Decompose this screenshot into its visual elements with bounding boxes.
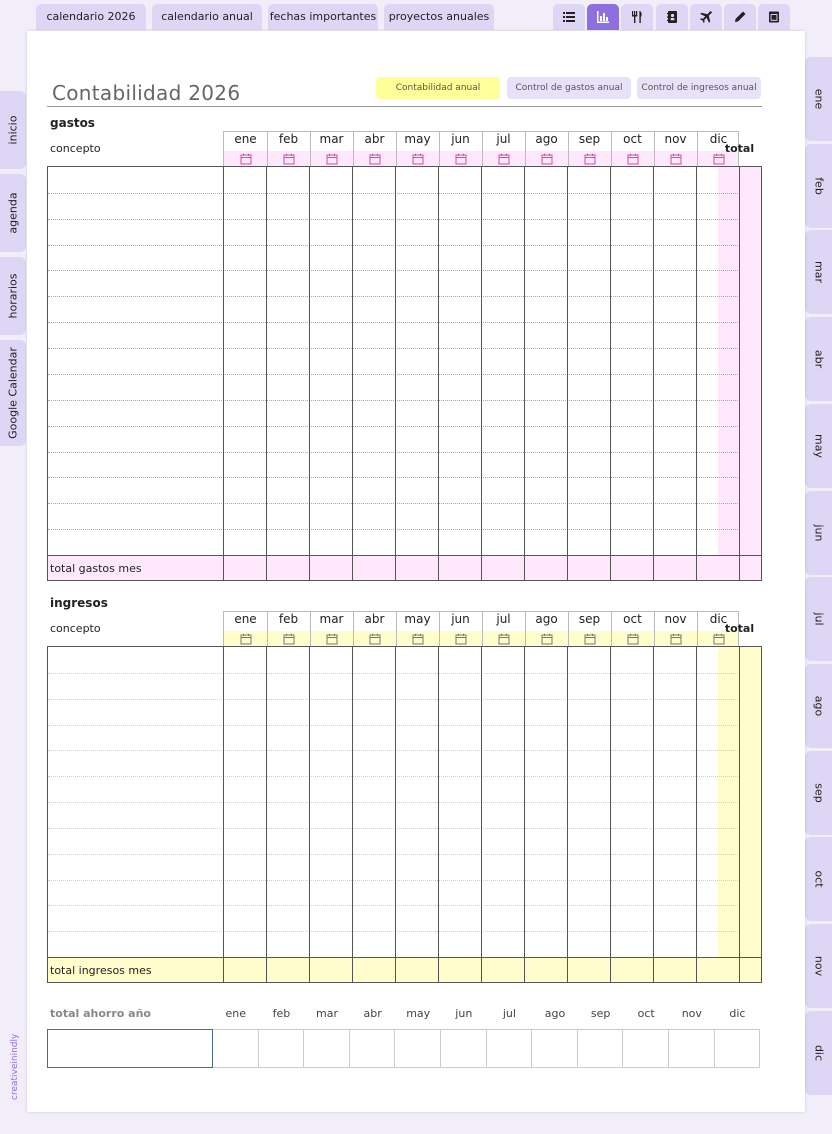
gastos-column-divider <box>696 167 697 580</box>
ingresos-header-divider <box>396 612 397 647</box>
gastos-header-divider <box>568 132 569 167</box>
gastos-row-line <box>48 270 740 271</box>
gastos-month-label: ene <box>234 132 257 146</box>
month-tab-ago[interactable] <box>805 664 832 748</box>
planner-page <box>27 31 805 1112</box>
ingresos-heading: ingresos <box>50 596 108 610</box>
ingresos-column-divider <box>223 647 224 982</box>
gastos-row-line <box>48 322 740 323</box>
pencil-icon <box>733 10 747 24</box>
ingresos-column-divider <box>524 647 525 982</box>
calendar-icon[interactable] <box>369 153 381 165</box>
ingresos-column-divider <box>567 647 568 982</box>
savings-month-cell[interactable] <box>715 1029 761 1068</box>
month-tab-jul[interactable] <box>805 577 832 661</box>
ingresos-row-line <box>48 776 740 777</box>
ingresos-total-row-divider <box>48 957 761 958</box>
gastos-month-calendar-link[interactable] <box>267 152 310 166</box>
side-tab-inicio[interactable] <box>0 91 26 169</box>
side-tab-label: horarios <box>6 273 20 319</box>
bar-chart-icon <box>596 10 610 24</box>
savings-month-cell[interactable] <box>669 1029 715 1068</box>
month-tab-label: ene <box>812 88 825 110</box>
month-tab-label: abr <box>812 349 825 369</box>
gastos-month-calendar-link[interactable] <box>396 152 439 166</box>
savings-month-label: jun <box>455 1007 473 1020</box>
gastos-month-label: jul <box>496 132 511 146</box>
gastos-header-divider <box>267 132 268 167</box>
savings-month-cell[interactable] <box>487 1029 533 1068</box>
ingresos-month-label: mar <box>319 612 344 626</box>
gastos-month-label: jun <box>451 132 470 146</box>
month-tab-ene[interactable] <box>805 57 832 141</box>
gastos-month-calendar-link[interactable] <box>224 152 267 166</box>
gastos-total-header: total <box>724 142 755 155</box>
ingresos-month-calendar-link[interactable] <box>568 632 611 646</box>
ingresos-row-line <box>48 750 740 751</box>
pill-control-gastos[interactable]: Control de gastos anual <box>507 77 631 99</box>
tab-calendario-anual[interactable]: calendario anual <box>152 4 262 30</box>
month-tab-nov[interactable] <box>805 924 832 1008</box>
gastos-header-divider <box>654 132 655 167</box>
ingresos-month-label: ago <box>535 612 558 626</box>
savings-label: total ahorro año <box>50 1007 151 1020</box>
gastos-month-calendar-link[interactable] <box>482 152 525 166</box>
gastos-month-label: may <box>404 132 431 146</box>
ingresos-column-divider <box>696 647 697 982</box>
savings-month-cell[interactable] <box>532 1029 578 1068</box>
ingresos-header-divider <box>697 612 698 647</box>
savings-month-cell[interactable] <box>578 1029 624 1068</box>
gastos-row-line <box>48 296 740 297</box>
gastos-header-divider <box>396 132 397 167</box>
ingresos-row-line <box>48 828 740 829</box>
calendar-icon[interactable] <box>283 153 295 165</box>
ingresos-month-label: jun <box>451 612 470 626</box>
gastos-row-line <box>48 348 740 349</box>
gastos-month-label: abr <box>364 132 385 146</box>
tab-fechas-importantes[interactable]: fechas importantes <box>268 4 378 30</box>
side-tab-horarios[interactable] <box>0 257 26 335</box>
gastos-month-label: feb <box>278 132 299 146</box>
calendar-icon[interactable] <box>627 633 639 645</box>
side-tab-agenda[interactable] <box>0 174 26 252</box>
ingresos-column-divider <box>266 647 267 982</box>
ingresos-column-divider <box>395 647 396 982</box>
savings-month-label: dic <box>729 1007 746 1020</box>
savings-month-label: sep <box>590 1007 611 1020</box>
month-tab-jun[interactable] <box>805 491 832 575</box>
ingresos-month-calendar-link[interactable] <box>439 632 482 646</box>
ingresos-column-divider <box>309 647 310 982</box>
gastos-month-calendar-link[interactable] <box>654 152 697 166</box>
savings-total-field[interactable] <box>47 1029 213 1068</box>
ingresos-column-divider <box>352 647 353 982</box>
gastos-month-calendar-link[interactable] <box>439 152 482 166</box>
ingresos-row-line <box>48 802 740 803</box>
ingresos-month-header-row <box>223 611 739 647</box>
ingresos-month-calendar-link[interactable] <box>611 632 654 646</box>
ingresos-header-divider <box>353 612 354 647</box>
gastos-column-divider <box>567 167 568 580</box>
ingresos-row-line <box>48 854 740 855</box>
calendar-icon[interactable] <box>584 153 596 165</box>
ingresos-header-divider <box>267 612 268 647</box>
ingresos-month-calendar-link[interactable] <box>525 632 568 646</box>
ingresos-row-line <box>48 905 740 906</box>
side-tab-label: Google Calendar <box>6 347 20 439</box>
ingresos-month-calendar-link[interactable] <box>310 632 353 646</box>
month-tab-sep[interactable] <box>805 751 832 835</box>
gastos-total-row-divider <box>48 555 761 556</box>
calendar-icon[interactable] <box>326 633 338 645</box>
calendar-icon[interactable] <box>240 633 252 645</box>
month-tab-may[interactable] <box>805 404 832 488</box>
calendar-icon[interactable] <box>240 153 252 165</box>
tab-calendario-2026[interactable]: calendario 2026 <box>36 4 146 30</box>
ingresos-header-divider <box>310 612 311 647</box>
month-tab-label: may <box>812 433 825 458</box>
ingresos-total-row-label: total ingresos mes <box>50 964 152 977</box>
gastos-row-line <box>48 426 740 427</box>
gastos-row-line <box>48 400 740 401</box>
month-tab-feb[interactable] <box>805 144 832 228</box>
gastos-column-divider <box>309 167 310 580</box>
contacts-tab[interactable] <box>656 4 688 30</box>
title-divider <box>47 106 762 107</box>
ingresos-month-calendar-link[interactable] <box>482 632 525 646</box>
gastos-row-line <box>48 503 740 504</box>
ingresos-month-calendar-link[interactable] <box>267 632 310 646</box>
gastos-column-divider <box>481 167 482 580</box>
list-tab[interactable] <box>553 4 585 30</box>
ingresos-grid[interactable] <box>47 646 762 983</box>
ingresos-row-line <box>48 673 740 674</box>
utensils-icon <box>630 10 644 24</box>
ingresos-month-label: feb <box>278 612 299 626</box>
notepad-tab[interactable] <box>758 4 790 30</box>
gastos-header-divider <box>310 132 311 167</box>
savings-month-cell[interactable] <box>395 1029 441 1068</box>
gastos-header-divider <box>697 132 698 167</box>
month-tab-label: dic <box>812 1044 825 1061</box>
gastos-month-label: sep <box>578 132 601 146</box>
ingresos-header-divider <box>654 612 655 647</box>
calendar-icon[interactable] <box>670 633 682 645</box>
ingresos-total-row <box>48 957 761 982</box>
ingresos-month-label: oct <box>623 612 642 626</box>
pill-control-ingresos[interactable]: Control de ingresos anual <box>637 77 761 99</box>
ingresos-month-label: nov <box>664 612 687 626</box>
gastos-header-divider <box>611 132 612 167</box>
ingresos-month-label: jul <box>496 612 511 626</box>
savings-month-cell[interactable] <box>213 1029 259 1068</box>
month-tab-label: jun <box>812 524 825 541</box>
ingresos-month-calendar-link[interactable] <box>224 632 267 646</box>
gastos-month-label: mar <box>319 132 344 146</box>
ingresos-month-label: abr <box>364 612 385 626</box>
gastos-month-label: dic <box>709 132 728 146</box>
month-tab-label: jul <box>812 612 825 626</box>
month-tab-abr[interactable] <box>805 317 832 401</box>
ingresos-column-divider <box>610 647 611 982</box>
side-tab-label: inicio <box>6 115 20 145</box>
month-tab-label: mar <box>812 261 825 284</box>
ingresos-month-calendar-link[interactable] <box>353 632 396 646</box>
ingresos-month-label: ene <box>234 612 257 626</box>
ingresos-header-divider <box>482 612 483 647</box>
gastos-month-calendar-link[interactable] <box>568 152 611 166</box>
gastos-row-line <box>48 193 740 194</box>
ingresos-header-divider <box>568 612 569 647</box>
calendar-icon[interactable] <box>498 633 510 645</box>
calendar-icon[interactable] <box>627 153 639 165</box>
month-tab-label: ago <box>812 695 825 717</box>
gastos-month-calendar-link[interactable] <box>310 152 353 166</box>
calendar-icon[interactable] <box>412 153 424 165</box>
gastos-concepto-header: concepto <box>50 142 101 155</box>
month-tab-label: oct <box>812 870 825 888</box>
ingresos-column-divider <box>438 647 439 982</box>
gastos-month-label: oct <box>623 132 642 146</box>
gastos-row-line <box>48 529 740 530</box>
savings-month-cell[interactable] <box>350 1029 396 1068</box>
side-tab-label: agenda <box>6 192 20 234</box>
gastos-month-header-row <box>223 131 739 167</box>
calendar-icon[interactable] <box>498 153 510 165</box>
gastos-column-divider <box>653 167 654 580</box>
savings-month-label: oct <box>637 1007 655 1020</box>
pill-contabilidad-anual[interactable]: Contabilidad anual <box>376 77 500 99</box>
note-icon <box>767 10 781 24</box>
ingresos-row-line <box>48 880 740 881</box>
gastos-row-line <box>48 452 740 453</box>
month-tab-oct[interactable] <box>805 837 832 921</box>
savings-month-cell[interactable] <box>304 1029 350 1068</box>
ingresos-row-line <box>48 699 740 700</box>
calendar-icon[interactable] <box>455 633 467 645</box>
gastos-row-line <box>48 219 740 220</box>
brand-credit: creativeinindly <box>10 1033 20 1100</box>
ingresos-header-divider <box>439 612 440 647</box>
gastos-column-divider <box>352 167 353 580</box>
savings-month-label: abr <box>363 1007 382 1020</box>
gastos-month-calendar-link[interactable] <box>525 152 568 166</box>
gastos-header-divider <box>525 132 526 167</box>
calendar-icon[interactable] <box>283 633 295 645</box>
chart-tab[interactable] <box>587 4 619 30</box>
savings-month-label: ene <box>225 1007 247 1020</box>
gastos-row-line <box>48 245 740 246</box>
savings-month-cell[interactable] <box>623 1029 669 1068</box>
gastos-column-divider <box>266 167 267 580</box>
recipes-tab[interactable] <box>621 4 653 30</box>
ingresos-row-line <box>48 725 740 726</box>
gastos-month-label: nov <box>664 132 687 146</box>
savings-month-label: mar <box>315 1007 338 1020</box>
ingresos-month-label: dic <box>709 612 728 626</box>
gastos-column-divider <box>610 167 611 580</box>
calendar-icon[interactable] <box>455 153 467 165</box>
calendar-icon[interactable] <box>326 153 338 165</box>
gastos-month-calendar-link[interactable] <box>353 152 396 166</box>
savings-month-label: feb <box>272 1007 291 1020</box>
month-tab-mar[interactable] <box>805 230 832 314</box>
calendar-icon[interactable] <box>584 633 596 645</box>
ingresos-month-calendar-link[interactable] <box>654 632 697 646</box>
notes-tab[interactable] <box>724 4 756 30</box>
page-title: Contabilidad 2026 <box>52 81 241 105</box>
airplane-icon <box>699 10 713 24</box>
calendar-icon[interactable] <box>670 153 682 165</box>
side-tab-google-calendar[interactable] <box>0 340 26 446</box>
gastos-total-row-label: total gastos mes <box>50 562 142 575</box>
gastos-column-divider <box>223 167 224 580</box>
gastos-heading: gastos <box>50 116 95 130</box>
month-tab-label: feb <box>812 176 825 195</box>
gastos-header-divider <box>482 132 483 167</box>
address-book-icon <box>665 10 679 24</box>
gastos-row-line <box>48 374 740 375</box>
ingresos-total-header: total <box>724 622 755 635</box>
savings-month-label: nov <box>681 1007 702 1020</box>
gastos-total-row <box>48 555 761 580</box>
savings-month-cell[interactable] <box>441 1029 487 1068</box>
ingresos-month-calendar-link[interactable] <box>396 632 439 646</box>
ingresos-column-divider <box>653 647 654 982</box>
month-tab-label: nov <box>812 955 825 977</box>
ingresos-header-divider <box>525 612 526 647</box>
calendar-icon[interactable] <box>369 633 381 645</box>
month-tab-label: sep <box>812 782 825 803</box>
savings-month-label: jul <box>502 1007 516 1020</box>
gastos-month-label: ago <box>535 132 558 146</box>
gastos-column-divider <box>739 167 740 580</box>
ingresos-header-divider <box>611 612 612 647</box>
gastos-month-calendar-link[interactable] <box>611 152 654 166</box>
gastos-grid[interactable] <box>47 166 762 581</box>
gastos-header-divider <box>439 132 440 167</box>
calendar-icon[interactable] <box>541 153 553 165</box>
gastos-header-divider <box>353 132 354 167</box>
ingresos-column-divider <box>481 647 482 982</box>
ingresos-month-label: sep <box>578 612 601 626</box>
ingresos-month-label: may <box>404 612 431 626</box>
gastos-column-divider <box>395 167 396 580</box>
tab-proyectos-anuales[interactable]: proyectos anuales <box>384 4 494 30</box>
gastos-column-divider <box>438 167 439 580</box>
gastos-row-line <box>48 477 740 478</box>
calendar-icon[interactable] <box>541 633 553 645</box>
list-icon <box>562 10 576 24</box>
savings-month-cell[interactable] <box>259 1029 305 1068</box>
savings-month-label: may <box>406 1007 431 1020</box>
gastos-column-divider <box>524 167 525 580</box>
travel-tab[interactable] <box>690 4 722 30</box>
ingresos-concepto-header: concepto <box>50 622 101 635</box>
ingresos-column-divider <box>739 647 740 982</box>
ingresos-row-line <box>48 931 740 932</box>
month-tab-dic[interactable] <box>805 1011 832 1095</box>
savings-month-label: ago <box>544 1007 566 1020</box>
calendar-icon[interactable] <box>412 633 424 645</box>
